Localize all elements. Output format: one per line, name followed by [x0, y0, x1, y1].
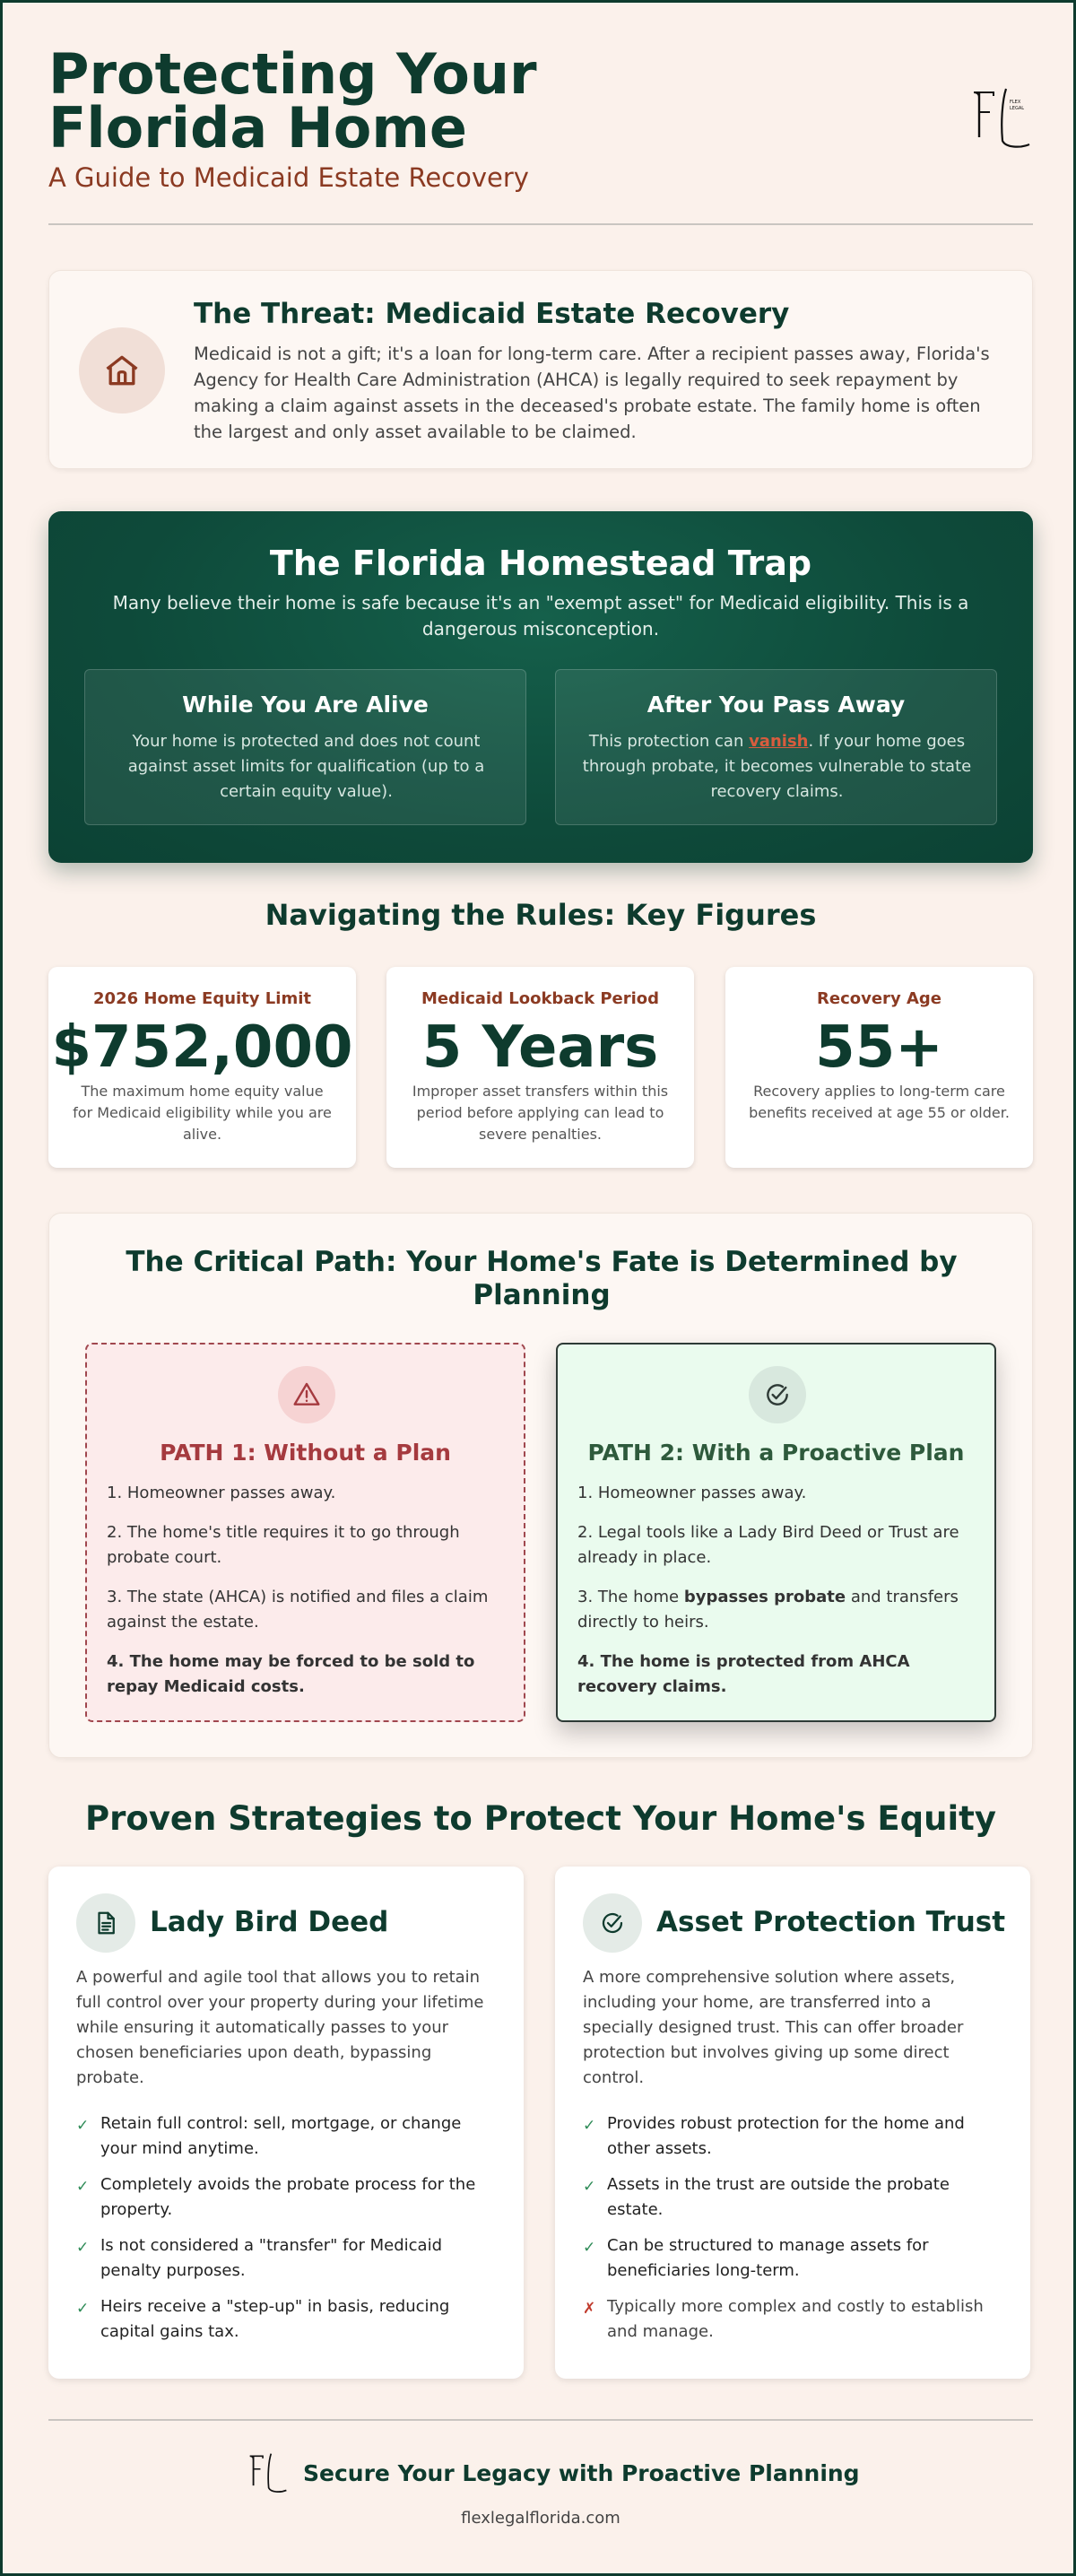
after-pass-text-end: . If your home goes through probate, it becomes vulnerable to state recovery claims.: [582, 732, 972, 801]
page-subtitle: A Guide to Medicaid Estate Recovery: [48, 162, 529, 193]
footer-website-link[interactable]: flexlegalflorida.com: [461, 2509, 620, 2528]
lady-bird-deed-card: [48, 1867, 524, 2379]
step-emphasis: bypasses probate: [683, 1588, 846, 1606]
house-icon: [79, 327, 165, 413]
page-title: Protecting Your Florida Home: [48, 41, 537, 161]
step-text: and transfers directly to heirs.: [577, 1588, 959, 1632]
while-alive-box: [84, 669, 526, 825]
figure-value: 5 Years: [421, 1014, 659, 1081]
list-item: [76, 2233, 498, 2284]
lady-bird-title: Lady Bird Deed: [150, 1906, 389, 1938]
check-icon: ✓: [76, 2178, 90, 2196]
figure-card-equity: [48, 967, 356, 1168]
point-text: Retain full control: sell, mortgage, or change your mind anytime.: [100, 2114, 462, 2158]
svg-text:FLEX: FLEX: [1010, 100, 1021, 105]
strategies-heading: Proven Strategies to Protect Your Home's Equity: [85, 1799, 996, 1838]
svg-text:LEGAL: LEGAL: [1010, 106, 1025, 111]
trust-title: Asset Protection Trust: [656, 1906, 1006, 1938]
step-text: 3. The home: [577, 1588, 684, 1606]
list-item: 2. The home's title requires it to go through probate court.: [107, 1523, 460, 1567]
fl-legal-logo-icon: [970, 85, 1033, 153]
list-item: 1. Homeowner passes away.: [107, 1484, 336, 1502]
figure-text: Improper asset transfers within this period before applying can lead to severe penalties.: [412, 1083, 669, 1143]
point-text: Assets in the trust are outside the probate estate.: [607, 2175, 950, 2219]
point-text: Is not considered a "transfer" for Medicaid penalty purposes.: [100, 2236, 443, 2280]
path-1-steps: [107, 1481, 506, 1714]
point-text: Completely avoids the probate process for the property.: [100, 2175, 476, 2219]
list-item: [76, 2111, 498, 2162]
check-icon: ✓: [76, 2239, 90, 2257]
list-item: 1. Homeowner passes away.: [577, 1484, 807, 1502]
check-icon: ✓: [76, 2117, 90, 2135]
critical-path-title: The Critical Path: Your Home's Fate is Determined by Planning: [126, 1246, 958, 1311]
list-item: [583, 2111, 1004, 2162]
homestead-subtitle: Many believe their home is safe because it's an "exempt asset" for Medicaid eligibility. This is a dangerous misconception.: [112, 592, 969, 640]
figure-card-recovery-age: [725, 967, 1033, 1168]
path-2-steps: [577, 1481, 976, 1714]
trust-description: A more comprehensive solution where assets, including your home, are transferred into a specially designed trust. This can offer broader protection but involves giving up some direct control.: [583, 1968, 964, 2087]
list-item: [577, 1585, 976, 1635]
figure-card-lookback: [386, 967, 694, 1168]
list-item: [76, 2294, 498, 2345]
point-text: Heirs receive a "step-up" in basis, reducing capital gains tax.: [100, 2297, 450, 2341]
figure-label: Recovery Age: [817, 989, 941, 1008]
vanish-highlight: vanish: [749, 732, 809, 751]
homestead-title: The Florida Homestead Trap: [269, 544, 812, 583]
asset-protection-trust-card: [555, 1867, 1030, 2379]
critical-path-section: [48, 1213, 1033, 1758]
lady-bird-description: A powerful and agile tool that allows you to retain full control over your property during your lifetime while ensuring it automatically passes to your chosen beneficiaries upon death, bypassing probate.: [76, 1968, 484, 2087]
check-circle-icon: [583, 1893, 642, 1953]
homestead-trap-section: [48, 511, 1033, 863]
header-divider: [48, 223, 1033, 225]
list-item: 4. The home may be forced to be sold to repay Medicaid costs.: [107, 1652, 475, 1696]
check-icon: ✓: [583, 2117, 596, 2135]
check-icon: ✓: [583, 2178, 596, 2196]
after-pass-box: [555, 669, 997, 825]
header: [48, 3, 1033, 226]
trust-benefits: [583, 2111, 1004, 2355]
while-alive-text: Your home is protected and does not count against asset limits for qualification (up to a certain equity value).: [127, 732, 485, 801]
after-pass-title: After You Pass Away: [646, 692, 906, 718]
key-figures-heading: Navigating the Rules: Key Figures: [265, 898, 817, 932]
document-icon: [76, 1893, 135, 1953]
figure-label: Medicaid Lookback Period: [421, 989, 660, 1008]
footer-cta: Secure Your Legacy with Proactive Planning: [303, 2460, 860, 2486]
figure-text: Recovery applies to long-term care benefits received at age 55 or older.: [749, 1083, 1010, 1121]
path-with-plan: [556, 1343, 996, 1722]
lady-bird-benefits: [76, 2111, 498, 2355]
path-2-title: PATH 2: With a Proactive Plan: [587, 1440, 965, 1466]
path-without-plan: [85, 1343, 525, 1722]
warning-icon: [278, 1366, 335, 1423]
list-item: 2. Legal tools like a Lady Bird Deed or Trust are already in place.: [577, 1523, 959, 1567]
check-circle-icon: [749, 1366, 806, 1423]
list-item: 4. The home is protected from AHCA recovery claims.: [577, 1652, 910, 1696]
figure-value: $752,000: [51, 1014, 353, 1081]
check-icon: ✓: [76, 2300, 90, 2318]
list-item: [583, 2233, 1004, 2284]
check-icon: ✓: [583, 2239, 596, 2257]
footer-divider: [48, 2419, 1033, 2421]
threat-title: The Threat: Medicaid Estate Recovery: [194, 298, 790, 330]
fl-legal-logo-icon: [247, 2451, 289, 2496]
list-item: [76, 2172, 498, 2223]
path-1-title: PATH 1: Without a Plan: [160, 1440, 451, 1466]
while-alive-title: While You Are Alive: [182, 692, 429, 718]
point-text: Provides robust protection for the home and other assets.: [607, 2114, 965, 2158]
list-item: 3. The state (AHCA) is notified and files a claim against the estate.: [107, 1588, 489, 1632]
list-item: [583, 2172, 1004, 2223]
figure-text: The maximum home equity value for Medicaid eligibility while you are alive.: [73, 1083, 332, 1143]
point-text: Typically more complex and costly to establish and manage.: [607, 2297, 984, 2341]
threat-text: Medicaid is not a gift; it's a loan for long-term care. After a recipient passes away, Florida's Agency for Health Care Administration (AHCA) is legally required to seek repayment by making a claim against assets in the deceased's probate estate. The family home is often the largest and only asset available to be claimed.: [194, 344, 990, 442]
figure-value: 55+: [815, 1014, 943, 1081]
after-pass-text-start: This protection can: [588, 732, 750, 751]
threat-card: [48, 270, 1033, 469]
figure-label: 2026 Home Equity Limit: [93, 989, 311, 1008]
after-pass-text: [577, 729, 976, 805]
list-item: [583, 2294, 1004, 2345]
cross-icon: ✗: [583, 2300, 596, 2318]
page: [48, 3, 1033, 2528]
point-text: Can be structured to manage assets for beneficiaries long-term.: [607, 2236, 929, 2280]
